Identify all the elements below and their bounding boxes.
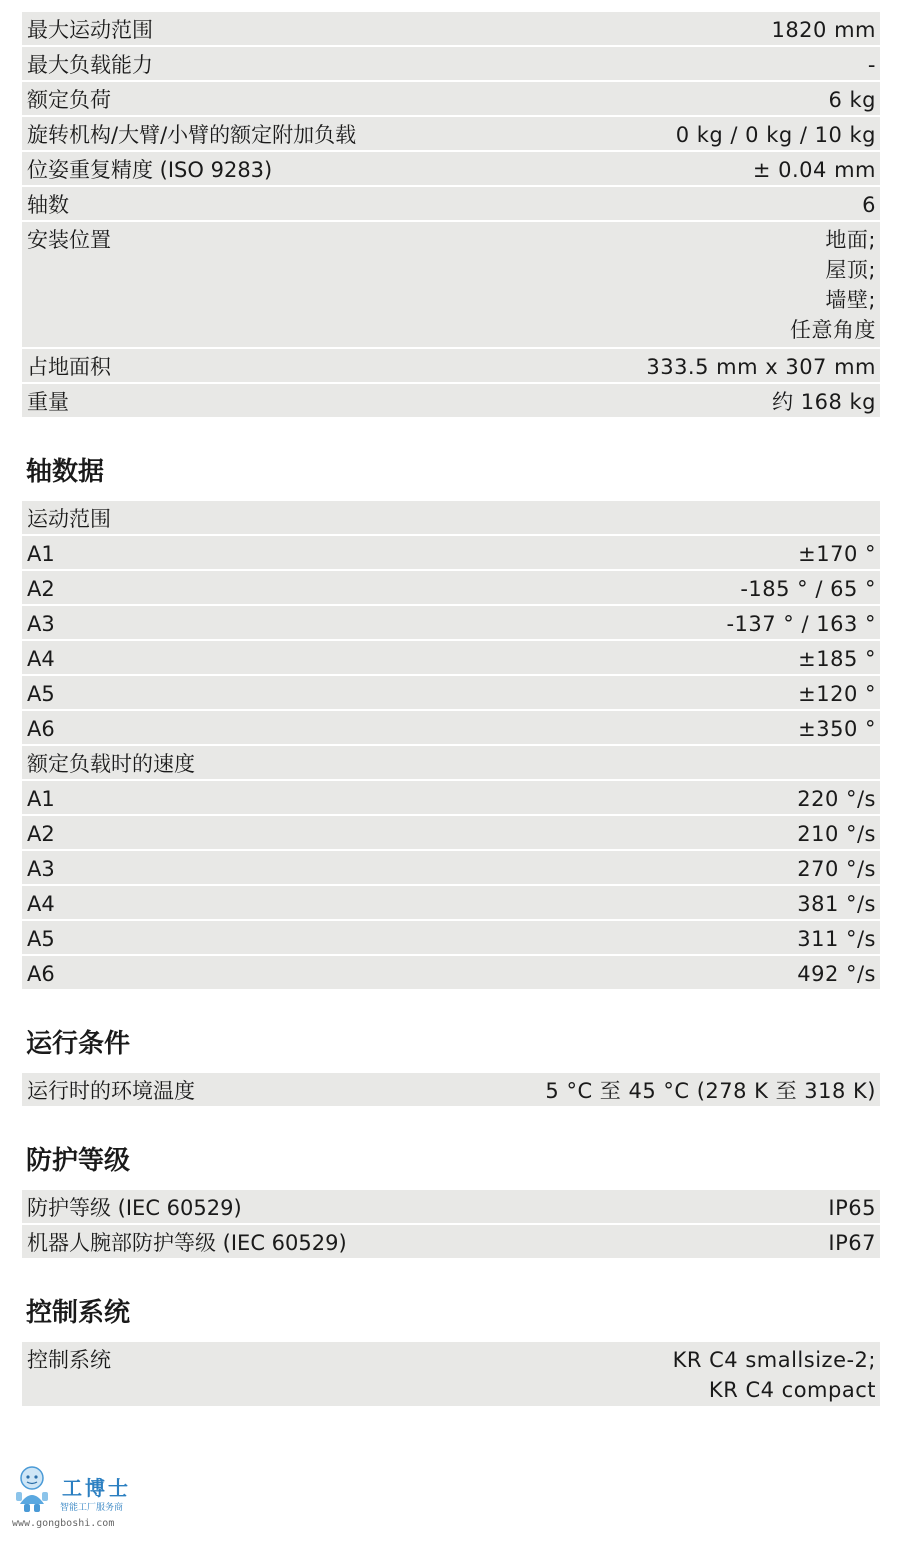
spec-value: IP67: [828, 1231, 876, 1255]
section-title-controller: 控制系统: [26, 1298, 131, 1328]
spec-row-footprint: [22, 349, 880, 384]
axis-label: A2: [27, 822, 55, 846]
spec-value: 0 kg / 0 kg / 10 kg: [675, 123, 876, 147]
spec-label: 占地面积: [27, 355, 111, 379]
spec-value: 6: [862, 193, 876, 217]
controller-row: [22, 1342, 880, 1408]
operating-row-temperature: [22, 1073, 880, 1108]
axis-label: A4: [27, 647, 55, 671]
axis-value: ±350 °: [798, 717, 876, 741]
spec-label: 防护等级 (IEC 60529): [27, 1196, 242, 1220]
spec-label: 额定负荷: [27, 88, 111, 112]
spec-value: 333.5 mm x 307 mm: [646, 355, 876, 379]
range-row-a6: [22, 711, 880, 746]
spec-label: 机器人腕部防护等级 (IEC 60529): [27, 1231, 347, 1255]
spec-label: 控制系统: [27, 1348, 111, 1372]
spec-row-max-payload: [22, 47, 880, 82]
spec-value: KR C4 smallsize-2; KR C4 compact: [672, 1348, 876, 1402]
spec-label: 最大运动范围: [27, 18, 153, 42]
spec-label: 最大负载能力: [27, 53, 153, 77]
spec-label: 位姿重复精度 (ISO 9283): [27, 158, 273, 182]
watermark-subtitle: 智能工厂服务商: [60, 1503, 124, 1513]
spec-value: 1820 mm: [771, 18, 876, 42]
subheader-row-range: [22, 501, 880, 536]
spec-row-rated-payload: [22, 82, 880, 117]
section-title-axis-data: 轴数据: [26, 457, 105, 487]
protection-row-wrist: [22, 1225, 880, 1260]
axis-label: A1: [27, 787, 55, 811]
axis-value: 492 °/s: [797, 962, 876, 986]
range-row-a1: [22, 536, 880, 571]
axis-label: A6: [27, 717, 55, 741]
axis-value: ±170 °: [798, 542, 876, 566]
axis-value: -185 ° / 65 °: [740, 577, 876, 601]
spec-label: 轴数: [27, 193, 69, 217]
axis-value: 270 °/s: [797, 857, 876, 881]
controller-table: [22, 1342, 880, 1408]
speed-row-a5: [22, 921, 880, 956]
speed-row-a2: [22, 816, 880, 851]
axis-value: ±185 °: [798, 647, 876, 671]
spec-label: 重量: [27, 390, 69, 414]
axis-label: A5: [27, 682, 55, 706]
axis-value: ±120 °: [798, 682, 876, 706]
spec-value: ± 0.04 mm: [752, 158, 876, 182]
axis-label: A6: [27, 962, 55, 986]
axis-value: 220 °/s: [797, 787, 876, 811]
spec-value: IP65: [828, 1196, 876, 1220]
watermark-logo: [6, 1460, 146, 1535]
axis-value: -137 ° / 163 °: [726, 612, 876, 636]
spec-label: 运行时的环境温度: [27, 1079, 195, 1103]
subheader-label: 运动范围: [27, 507, 111, 531]
range-row-a5: [22, 676, 880, 711]
speed-row-a4: [22, 886, 880, 921]
speed-row-a3: [22, 851, 880, 886]
operating-table: [22, 1073, 880, 1108]
spec-row-mounting: [22, 222, 880, 349]
mascot-icon: [10, 1464, 54, 1514]
axis-value: 381 °/s: [797, 892, 876, 916]
spec-label: 旋转机构/大臂/小臂的额定附加负载: [27, 123, 357, 147]
axis-label: A4: [27, 892, 55, 916]
axis-data-table: [22, 501, 880, 991]
spec-value: 约 168 kg: [772, 390, 876, 414]
protection-table: [22, 1190, 880, 1260]
spec-row-additional-load: [22, 117, 880, 152]
range-row-a2: [22, 571, 880, 606]
watermark-brand: 工博士: [62, 1476, 131, 1500]
spec-value: 6 kg: [828, 88, 876, 112]
spec-row-max-reach: [22, 12, 880, 47]
speed-row-a1: [22, 781, 880, 816]
axis-label: A1: [27, 542, 55, 566]
watermark-url: www.gongboshi.com: [12, 1518, 115, 1529]
section-title-operating: 运行条件: [26, 1029, 131, 1059]
axis-label: A2: [27, 577, 55, 601]
spec-value: -: [867, 53, 876, 77]
spec-row-axes: [22, 187, 880, 222]
spec-sheet: [22, 12, 880, 1408]
axis-label: A3: [27, 612, 55, 636]
protection-row-robot: [22, 1190, 880, 1225]
section-title-protection: 防护等级: [26, 1146, 131, 1176]
spec-value: 5 °C 至 45 °C (278 K 至 318 K): [545, 1079, 876, 1103]
range-row-a3: [22, 606, 880, 641]
subheader-label: 额定负载时的速度: [27, 752, 195, 776]
spec-row-weight: [22, 384, 880, 419]
axis-value: 210 °/s: [797, 822, 876, 846]
axis-value: 311 °/s: [797, 927, 876, 951]
general-spec-table: [22, 12, 880, 419]
axis-label: A3: [27, 857, 55, 881]
subheader-row-speed: [22, 746, 880, 781]
axis-label: A5: [27, 927, 55, 951]
spec-label: 安装位置: [27, 228, 111, 252]
spec-value: 地面; 屋顶; 墙壁; 任意角度: [790, 228, 876, 342]
range-row-a4: [22, 641, 880, 676]
spec-row-repeatability: [22, 152, 880, 187]
speed-row-a6: [22, 956, 880, 991]
